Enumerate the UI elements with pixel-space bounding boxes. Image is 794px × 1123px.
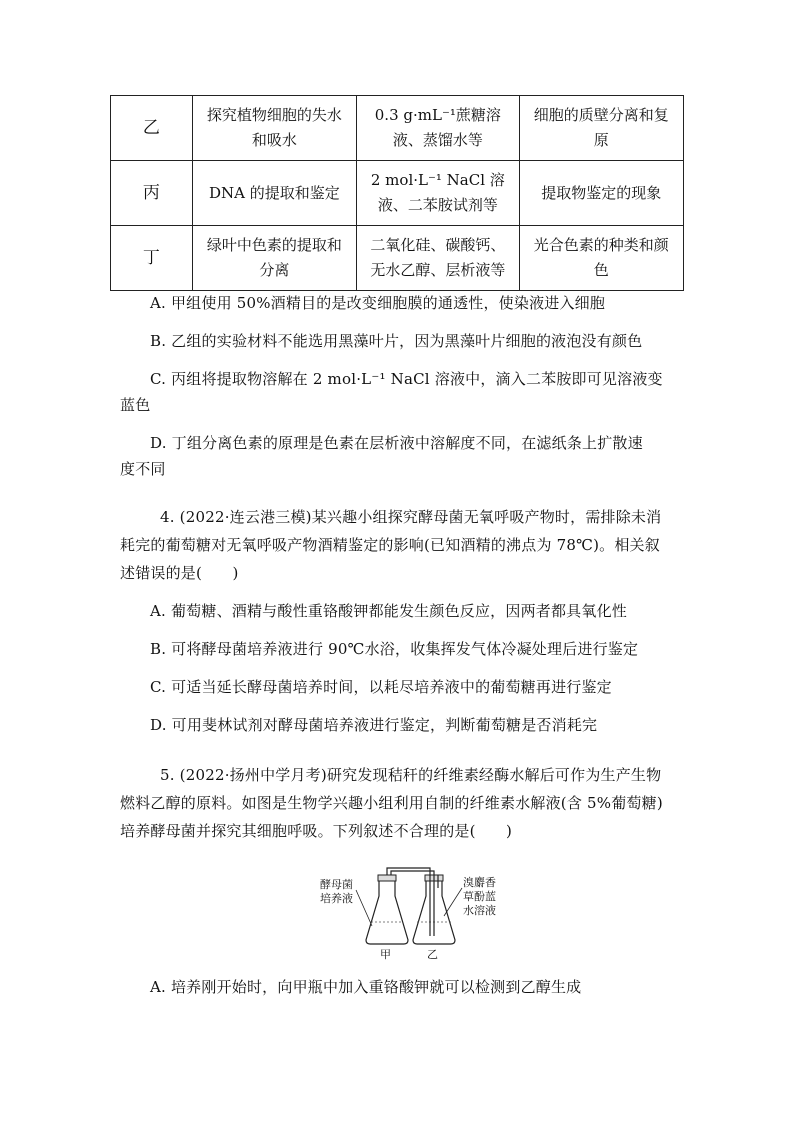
q5-stem-cont: 燃料乙醇的原料。如图是生物学兴趣小组利用自制的纤维素水解液(含 5%葡萄糖) bbox=[120, 794, 663, 812]
table-cell-purpose: DNA 的提取和鉴定 bbox=[192, 161, 356, 226]
q4-stem-end: 述错误的是( ) bbox=[120, 564, 239, 582]
table-cell-group: 丙 bbox=[111, 161, 193, 226]
left-label-line1: 酵母菌 bbox=[320, 878, 353, 891]
table-cell-material: 二氧化硅、碳酸钙、 无水乙醇、层析液等 bbox=[357, 226, 519, 291]
q4-option-c: C. 可适当延长酵母菌培养时间，以耗尽培养液中的葡萄糖再进行鉴定 bbox=[150, 678, 612, 696]
flask-label-jia: 甲 bbox=[380, 948, 391, 961]
q5-option-a: A. 培养刚开始时，向甲瓶中加入重铬酸钾就可以检测到乙醇生成 bbox=[150, 978, 582, 996]
flask-label-yi: 乙 bbox=[427, 948, 438, 961]
q3-option-d-cont: 度不同 bbox=[120, 460, 166, 478]
q3-option-c: C. 丙组将提取物溶解在 2 mol·L⁻¹ NaCl 溶液中，滴入二苯胺即可见溶液变 bbox=[150, 370, 663, 388]
q4-option-b: B. 可将酵母菌培养液进行 90℃水浴，收集挥发气体冷凝处理后进行鉴定 bbox=[150, 640, 639, 658]
q3-option-b: B. 乙组的实验材料不能选用黑藻叶片，因为黑藻叶片细胞的液泡没有颜色 bbox=[150, 332, 643, 350]
flask-diagram bbox=[316, 866, 516, 966]
q3-option-c-cont: 蓝色 bbox=[120, 396, 151, 414]
table-cell-group: 丁 bbox=[111, 226, 193, 291]
table-cell-group: 乙 bbox=[111, 96, 193, 161]
table-cell-observation: 光合色素的种类和颜 色 bbox=[519, 226, 683, 291]
q5-stem: 5. (2022·扬州中学月考)研究发现秸秆的纤维素经酶水解后可作为生产生物 bbox=[160, 766, 662, 784]
right-label-line1: 溴麝香 bbox=[463, 876, 496, 889]
q4-stem: 4. (2022·连云港三模)某兴趣小组探究酵母菌无氧呼吸产物时，需排除未消 bbox=[160, 508, 662, 526]
left-label-line2: 培养液 bbox=[320, 892, 353, 905]
table-row bbox=[111, 161, 684, 226]
q5-stem-end: 培养酵母菌并探究其细胞呼吸。下列叙述不合理的是( ) bbox=[120, 822, 513, 840]
table-row bbox=[111, 96, 684, 161]
experiment-table bbox=[110, 95, 684, 291]
table-cell-material: 0.3 g·mL⁻¹蔗糖溶 液、蒸馏水等 bbox=[357, 96, 519, 161]
q3-option-a: A. 甲组使用 50%酒精目的是改变细胞膜的通透性，使染液进入细胞 bbox=[150, 294, 606, 312]
table-cell-material: 2 mol·L⁻¹ NaCl 溶 液、二苯胺试剂等 bbox=[357, 161, 519, 226]
table-cell-observation: 细胞的质壁分离和复 原 bbox=[519, 96, 683, 161]
q4-option-d: D. 可用斐林试剂对酵母菌培养液进行鉴定，判断葡萄糖是否消耗完 bbox=[150, 716, 598, 734]
table-cell-observation: 提取物鉴定的现象 bbox=[519, 161, 683, 226]
q4-option-a: A. 葡萄糖、酒精与酸性重铬酸钾都能发生颜色反应，因两者都具氧化性 bbox=[150, 602, 627, 620]
table-cell-purpose: 绿叶中色素的提取和 分离 bbox=[192, 226, 356, 291]
table-cell-purpose: 探究植物细胞的失水 和吸水 bbox=[192, 96, 356, 161]
table-row bbox=[111, 226, 684, 291]
right-label-line3: 水溶液 bbox=[463, 904, 496, 917]
q3-option-d: D. 丁组分离色素的原理是色素在层析液中溶解度不同，在滤纸条上扩散速 bbox=[150, 434, 643, 452]
q4-stem-cont: 耗完的葡萄糖对无氧呼吸产物酒精鉴定的影响(已知酒精的沸点为 78℃)。相关叙 bbox=[120, 536, 660, 554]
right-label-line2: 草酚蓝 bbox=[463, 890, 496, 903]
